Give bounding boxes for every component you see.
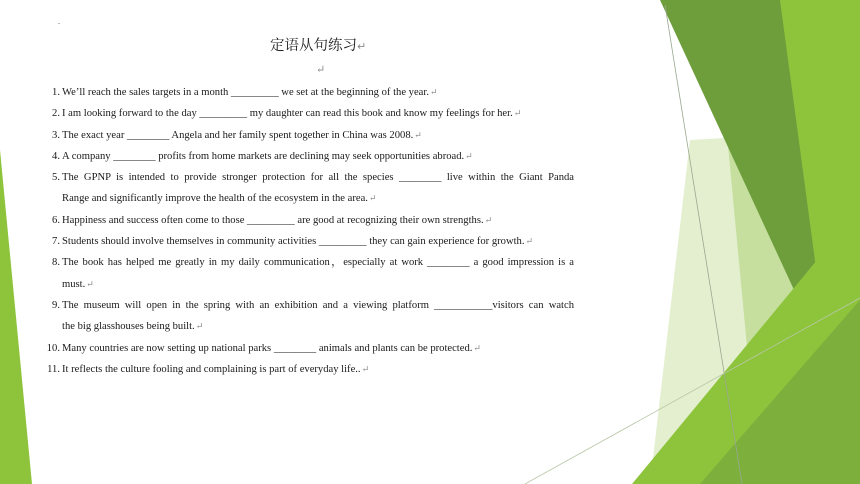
exercise-item	[40, 82, 575, 103]
exercise-text: It reflects the culture fooling and complaining is part of everyday life..	[62, 363, 361, 375]
exercise-text-line	[62, 316, 574, 337]
paragraph-mark: ↵	[484, 214, 493, 225]
paragraph-mark: ↵	[361, 363, 370, 374]
exercise-text-line	[62, 103, 574, 124]
exercise-text-line	[62, 146, 574, 167]
exercise-text-line	[62, 359, 574, 380]
exercise-text-line	[62, 252, 574, 273]
exercise-text-line	[62, 338, 574, 359]
exercise-text-line	[62, 82, 574, 103]
exercise-item	[40, 167, 575, 210]
exercise-number: 1.	[52, 87, 60, 98]
paragraph-mark: ↵	[368, 193, 377, 204]
exercise-text-line	[62, 231, 574, 252]
exercise-text-line	[62, 125, 574, 146]
paragraph-mark: ↵	[195, 321, 204, 332]
exercise-text-line	[62, 188, 574, 209]
exercise-item	[40, 295, 575, 338]
exercise-number: 2.	[52, 108, 60, 120]
exercise-number: 4.	[52, 150, 60, 162]
paragraph-mark: ↵	[513, 108, 522, 119]
exercise-text: The museum will open in the spring with an exhibition and a viewing platform ___________visitors can watch	[62, 300, 574, 311]
exercise-item	[40, 146, 575, 167]
exercise-number: 9.	[52, 300, 60, 311]
exercise-text-line	[62, 210, 574, 231]
exercise-text: the big glasshouses being built.	[62, 321, 195, 333]
exercise-item	[40, 210, 575, 231]
exercise-text: must.	[62, 278, 86, 290]
exercise-text: Range and significantly improve the health of the ecosystem in the area.	[62, 193, 368, 205]
exercise-text-line	[62, 167, 574, 188]
exercise-number: 3.	[52, 129, 60, 141]
exercise-text: We’ll reach the sales targets in a month _________ we set at the beginning of the year.	[62, 87, 429, 98]
exercise-number: 8.	[52, 257, 60, 269]
exercise-text: The book has helped me greatly in my daily communication，especially at work ________ a good impression is a	[62, 257, 574, 269]
exercise-text-line	[62, 274, 574, 295]
exercise-number: 11.	[47, 363, 60, 375]
paragraph-mark: ↵	[525, 236, 534, 247]
exercise-item	[40, 231, 575, 252]
page-title-text: 定语从句练习	[270, 38, 357, 54]
paragraph-mark: ↵	[414, 129, 422, 140]
exercise-item	[40, 125, 575, 146]
exercise-text: Happiness and success often come to those _________ are good at recognizing their own strengths.	[62, 214, 484, 226]
exercise-text-line	[62, 295, 574, 316]
exercise-item	[40, 252, 575, 295]
exercise-text: Many countries are now setting up national parks ________ animals and plants can be protected.	[62, 342, 473, 354]
exercise-item	[40, 103, 575, 124]
paragraph-mark: ↵	[465, 150, 473, 161]
exercise-number: 10.	[46, 342, 60, 354]
exercise-text: Students should involve themselves in community activities _________ they can gain experience for growth.	[62, 236, 525, 248]
paragraph-mark: ↵	[429, 87, 438, 97]
stray-dot: .	[58, 17, 60, 26]
exercise-number: 7.	[52, 236, 60, 248]
paragraph-mark: ↵	[86, 278, 94, 289]
exercise-text: A company ________ profits from home markets are declining may seek opportunities abroad.	[62, 150, 465, 162]
left-edge-green-shape	[0, 150, 32, 484]
paragraph-mark: ↵	[357, 40, 367, 53]
exercise-item	[40, 338, 575, 359]
page-title	[270, 34, 366, 55]
exercise-text: The GPNP is intended to provide stronger protection for all the species ________ live within the Giant Panda	[62, 172, 574, 184]
empty-paragraph-mark: ↵	[316, 64, 326, 76]
exercise-text: The exact year ________ Angela and her family spent together in China was 2008.	[62, 129, 414, 141]
exercise-number: 5.	[52, 172, 60, 184]
paragraph-mark: ↵	[473, 342, 481, 353]
exercise-number: 6.	[52, 214, 60, 226]
exercise-item	[40, 359, 575, 380]
exercise-text: I am looking forward to the day _________ my daughter can read this book and know my feelings for her.	[62, 108, 513, 120]
